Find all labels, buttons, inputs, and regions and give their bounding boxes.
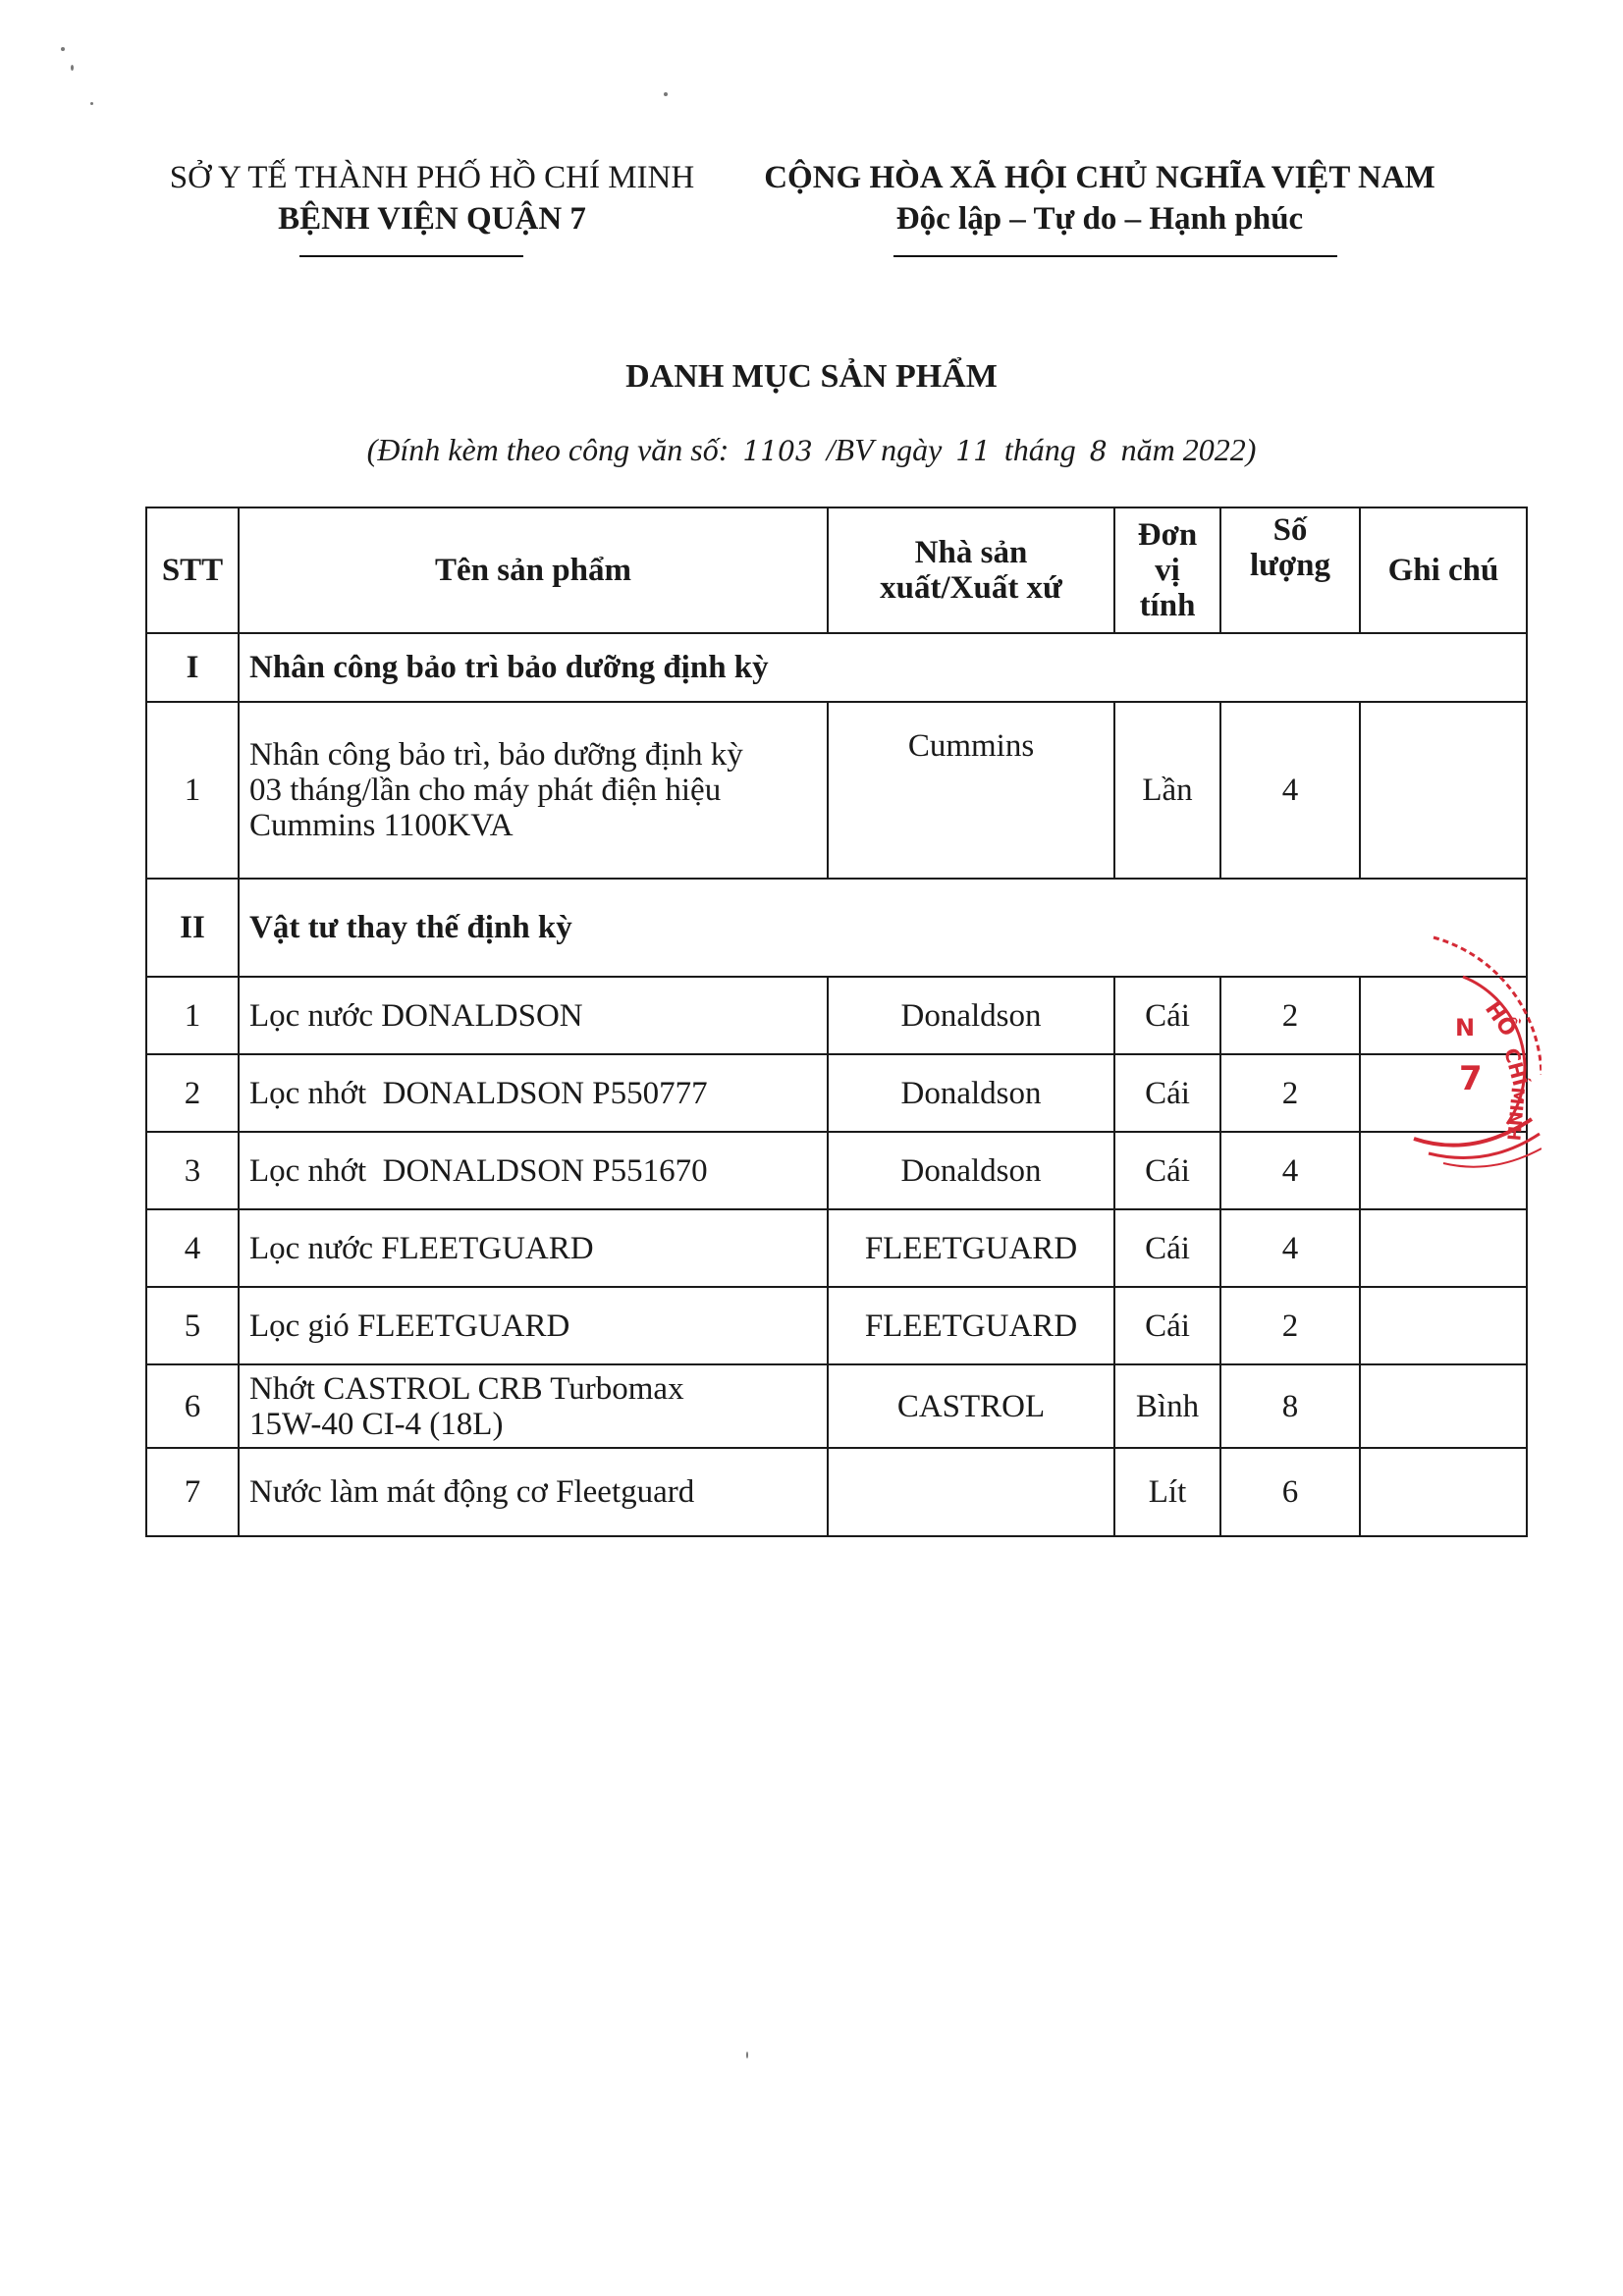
cell-note [1360,1287,1527,1364]
cell-unit: Cái [1114,1054,1220,1132]
cell-maker: Donaldson [828,1132,1114,1209]
header-unit-line-1: Đơn [1137,517,1198,553]
cell-name-line-2: 03 tháng/lần cho máy phát điện hiệu [249,773,722,808]
cell-name-line-2: 15W-40 CI-4 (18L) [249,1406,504,1442]
cell-name: Nước làm mát động cơ Fleetguard [239,1448,828,1536]
section-number: II [146,879,239,977]
cell-name: Lọc nhớt DONALDSON P550777 [239,1054,828,1132]
header-name: Tên sản phẩm [239,507,828,633]
official-seal [1394,918,1542,1183]
cell-qty: 2 [1220,977,1360,1054]
cell-name-line-1: Nhân công bảo trì, bảo dưỡng định kỳ [249,737,743,773]
doc-number: 1103 [742,435,813,467]
table-row [146,1054,1527,1132]
cell-qty: 6 [1220,1448,1360,1536]
cell-maker: FLEETGUARD [828,1287,1114,1364]
section-title: Vật tư thay thế định kỳ [239,879,1527,977]
seal-text-chi: CHÍ [1499,1045,1533,1089]
cell-stt: 6 [146,1364,239,1448]
cell-name-line-1: Nhớt CASTROL CRB Turbomax [249,1370,684,1407]
cell-stt: 5 [146,1287,239,1364]
doc-month: 8 [1089,435,1108,467]
cell-note [1360,1448,1527,1536]
cell-maker: CASTROL [828,1364,1114,1448]
table-row [146,977,1527,1054]
cell-stt: 3 [146,1132,239,1209]
national-motto: Độc lập – Tự do – Hạnh phúc [895,201,1304,237]
cell-stt: 2 [146,1054,239,1132]
national-header [746,157,1453,240]
year-label: năm 2022) [1120,432,1257,467]
cell-qty: 8 [1220,1364,1360,1448]
header-stt: STT [146,507,239,633]
agency-underline [299,255,523,257]
cell-qty: 4 [1220,1209,1360,1287]
table-row [146,1287,1527,1364]
attachment-reference [0,428,1623,473]
cell-name [239,702,828,879]
seal-text-7: 7 [1459,1059,1483,1098]
header-note: Ghi chú [1360,507,1527,633]
scan-speck [61,47,65,51]
table-row [146,1132,1527,1209]
cell-note [1360,1209,1527,1287]
attachment-prefix: (Đính kèm theo công văn số: [366,432,730,467]
cell-name [239,1364,828,1448]
month-label: tháng [1003,432,1076,467]
cell-stt: 1 [146,702,239,879]
cell-maker: Cummins [828,702,1114,879]
seal-text-minh: MINH [1502,1086,1528,1142]
cell-name-line-3: Cummins 1100KVA [249,808,514,843]
table-row [146,1448,1527,1536]
cell-unit: Lít [1114,1448,1220,1536]
after-number: /BV ngày [826,432,943,467]
agency-line-2: BỆNH VIỆN QUẬN 7 [278,201,586,237]
header-qty [1220,507,1360,633]
cell-maker: Donaldson [828,977,1114,1054]
header-maker [828,507,1114,633]
cell-unit: Lần [1114,702,1220,879]
cell-unit: Cái [1114,977,1220,1054]
product-table [145,507,1528,1537]
cell-maker [828,1448,1114,1536]
table-header-row [146,507,1527,633]
scan-speck [746,2052,748,2058]
header-unit-line-3: tính [1139,588,1196,623]
agency-header [137,157,727,240]
table-row [146,1209,1527,1287]
cell-maker: Donaldson [828,1054,1114,1132]
cell-unit: Bình [1114,1364,1220,1448]
cell-stt: 1 [146,977,239,1054]
section-row [146,633,1527,702]
seal-text-ho: HỒ [1480,997,1521,1041]
cell-note [1360,702,1527,879]
cell-qty: 2 [1220,1287,1360,1364]
cell-stt: 7 [146,1448,239,1536]
cell-qty: 4 [1220,1132,1360,1209]
scan-speck [90,102,93,105]
header-qty-line-2: lượng [1249,548,1331,583]
header-qty-line-1: Số [1272,512,1308,548]
motto-underline [893,255,1337,257]
cell-unit: Cái [1114,1132,1220,1209]
cell-qty: 4 [1220,702,1360,879]
cell-unit: Cái [1114,1209,1220,1287]
cell-note [1360,1364,1527,1448]
cell-qty: 2 [1220,1054,1360,1132]
cell-unit: Cái [1114,1287,1220,1364]
cell-name: Lọc gió FLEETGUARD [239,1287,828,1364]
cell-name: Lọc nhớt DONALDSON P551670 [239,1132,828,1209]
doc-day: 11 [955,435,991,467]
section-number: I [146,633,239,702]
section-title: Nhân công bảo trì bảo dưỡng định kỳ [239,633,1527,702]
table-row [146,702,1527,879]
header-maker-line-2: xuất/Xuất xứ [880,570,1062,606]
seal-text-n: N [1455,1014,1476,1041]
cell-name: Lọc nước DONALDSON [239,977,828,1054]
scan-speck [71,65,74,71]
header-unit-line-2: vị [1155,553,1180,588]
national-line-1: CỘNG HÒA XÃ HỘI CHỦ NGHĨA VIỆT NAM [764,160,1435,195]
cell-name: Lọc nước FLEETGUARD [239,1209,828,1287]
cell-maker: FLEETGUARD [828,1209,1114,1287]
agency-line-1: SỞ Y TẾ THÀNH PHỐ HỒ CHÍ MINH [169,160,695,195]
table-row [146,1364,1527,1448]
section-row [146,879,1527,977]
header-maker-line-1: Nhà sản [914,535,1028,570]
scan-speck [664,92,668,96]
document-title: DANH MỤC SẢN PHẨM [625,358,998,395]
header-unit [1114,507,1220,633]
cell-stt: 4 [146,1209,239,1287]
